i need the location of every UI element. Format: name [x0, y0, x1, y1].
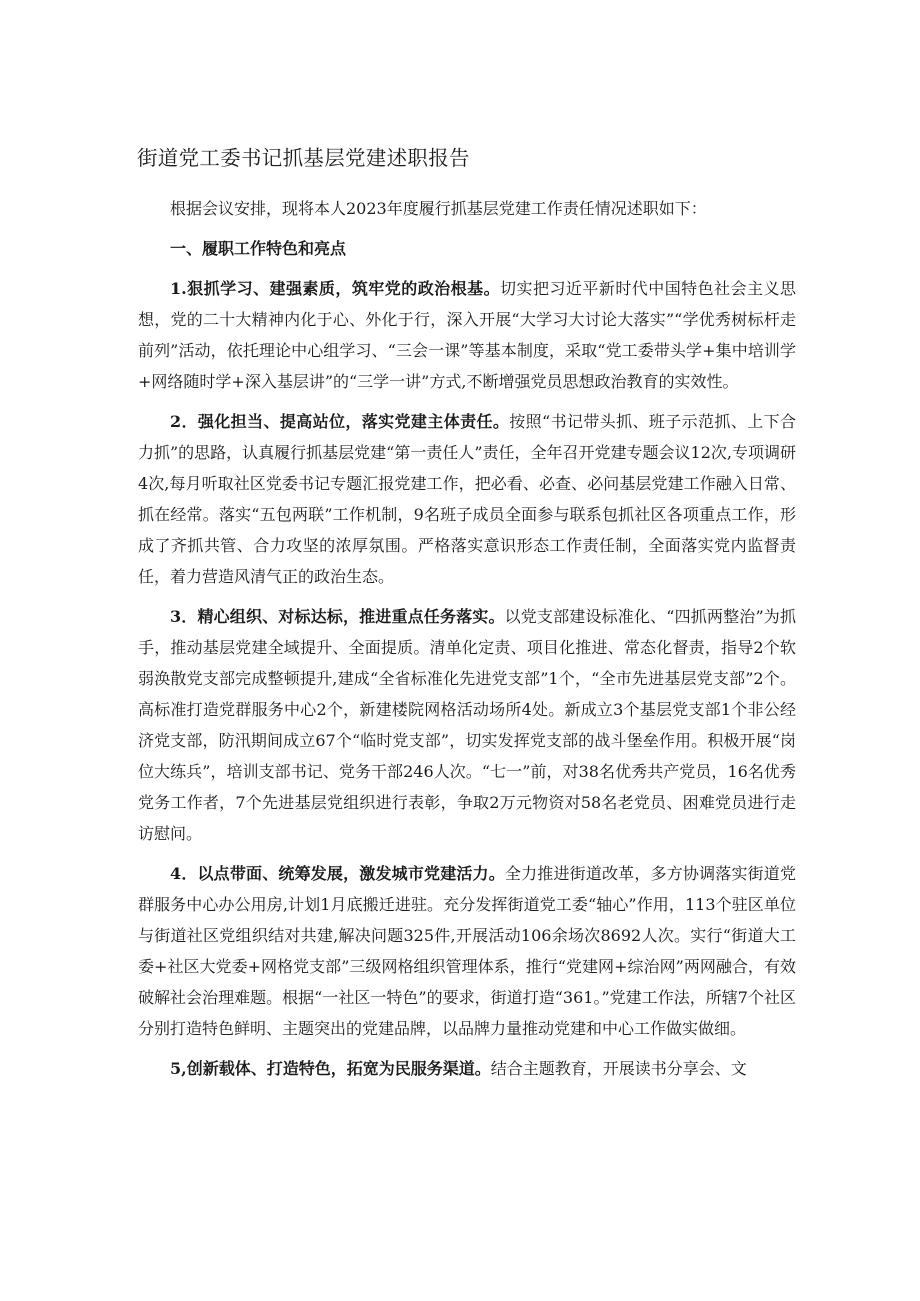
document-body	[138, 193, 796, 1084]
item-body-4: 全力推进街道改革，多方协调落实街道党群服务中心办公用房,计划1月底搬迁进驻。充分发挥街道党工委“轴心”作用，113个驻区单位与街道社区党组织结对共建,解决问题325件,开展活动106余场次8692人次。实行“街道大工委+社区大党委+网格党支部”三级网格组织管理体系，推行“党建网+综治网”两网融合，有效破解社会治理难题。根据“一社区一特色”的要求，街道打造“361。”党建工作法，所辖7个社区分别打造特色鲜明、主题突出的党建品牌，以品牌力量推动党建和中心工作做实做细。	[138, 864, 796, 1038]
item-paragraph-2	[138, 406, 796, 592]
item-paragraph-5	[138, 1053, 796, 1084]
item-body-3: 以党支部建设标准化、“四抓两整治”为抓手，推动基层党建全域提升、全面提质。清单化定责、项目化推进、常态化督责，指导2个软弱涣散党支部完成整顿提升,建成“全省标准化先进党支部”1个，“全市先进基层党支部”2个。高标准打造党群服务中心2个，新建楼院网格活动场所4处。新成立3个基层党支部1个非公经济党支部，防汛期间成立67个“临时党支部”，切实发挥党支部的战斗堡垒作用。积极开展“岗位大练兵”，培训支部书记、党务干部246人次。“七一”前，对38名优秀共产党员，16名优秀党务工作者，7个先进基层党组织进行表彰，争取2万元物资对58名老党员、困难党员进行走访慰问。	[138, 607, 796, 843]
item-lead-5: 5,创新载体、打造特色，拓宽为民服务渠道。	[170, 1059, 491, 1078]
document-title: 街道党工委书记抓基层党建述职报告	[137, 146, 470, 170]
item-body-2: 按照“书记带头抓、班子示范抓、上下合力抓”的思路，认真履行抓基层党建“第一责任人”责任，全年召开党建专题会议12次,专项调研4次,每月听取社区党委书记专题汇报党建工作，把必看、必查、必问基层党建工作融入日常、抓在经常。落实“五包两联”工作机制，9名班子成员全面参与联系包抓社区各项重点工作，形成了齐抓共管、合力攻坚的浓厚氛围。严格落实意识形态工作责任制，全面落实党内监督责任，着力营造风清气正的政治生态。	[138, 412, 796, 586]
item-body-5: 结合主题教育，开展读书分享会、文	[490, 1059, 747, 1078]
item-paragraph-3	[138, 601, 796, 849]
item-lead-4: 4．以点带面、统筹发展，激发城市党建活力。	[170, 864, 505, 883]
item-body-1: 切实把习近平新时代中国特色社会主义思想，党的二十大精神内化于心、外化于行，深入开展“大学习大讨论大落实”“学优秀树标杆走前列”活动，依托理论中心组学习、“三会一课”等基本制度，采取“党工委带头学+集中培训学+网络随时学+深入基层讲”的“三学一讲”方式,不断增强党员思想政治教育的实效性。	[138, 279, 796, 391]
intro-paragraph: 根据会议安排，现将本人2023年度履行抓基层党建工作责任情况述职如下：	[170, 199, 707, 218]
section-heading: 一、履职工作特色和亮点	[170, 239, 347, 258]
item-lead-3: 3．精心组织、对标达标，推进重点任务落实。	[170, 607, 505, 626]
item-paragraph-4	[138, 858, 796, 1044]
item-lead-2: 2．强化担当、提高站位，落实党建主体责任。	[170, 412, 510, 431]
item-paragraph-1	[138, 273, 796, 397]
item-lead-1: 1.狠抓学习、建强素质，筑牢党的政治根基。	[170, 279, 501, 298]
